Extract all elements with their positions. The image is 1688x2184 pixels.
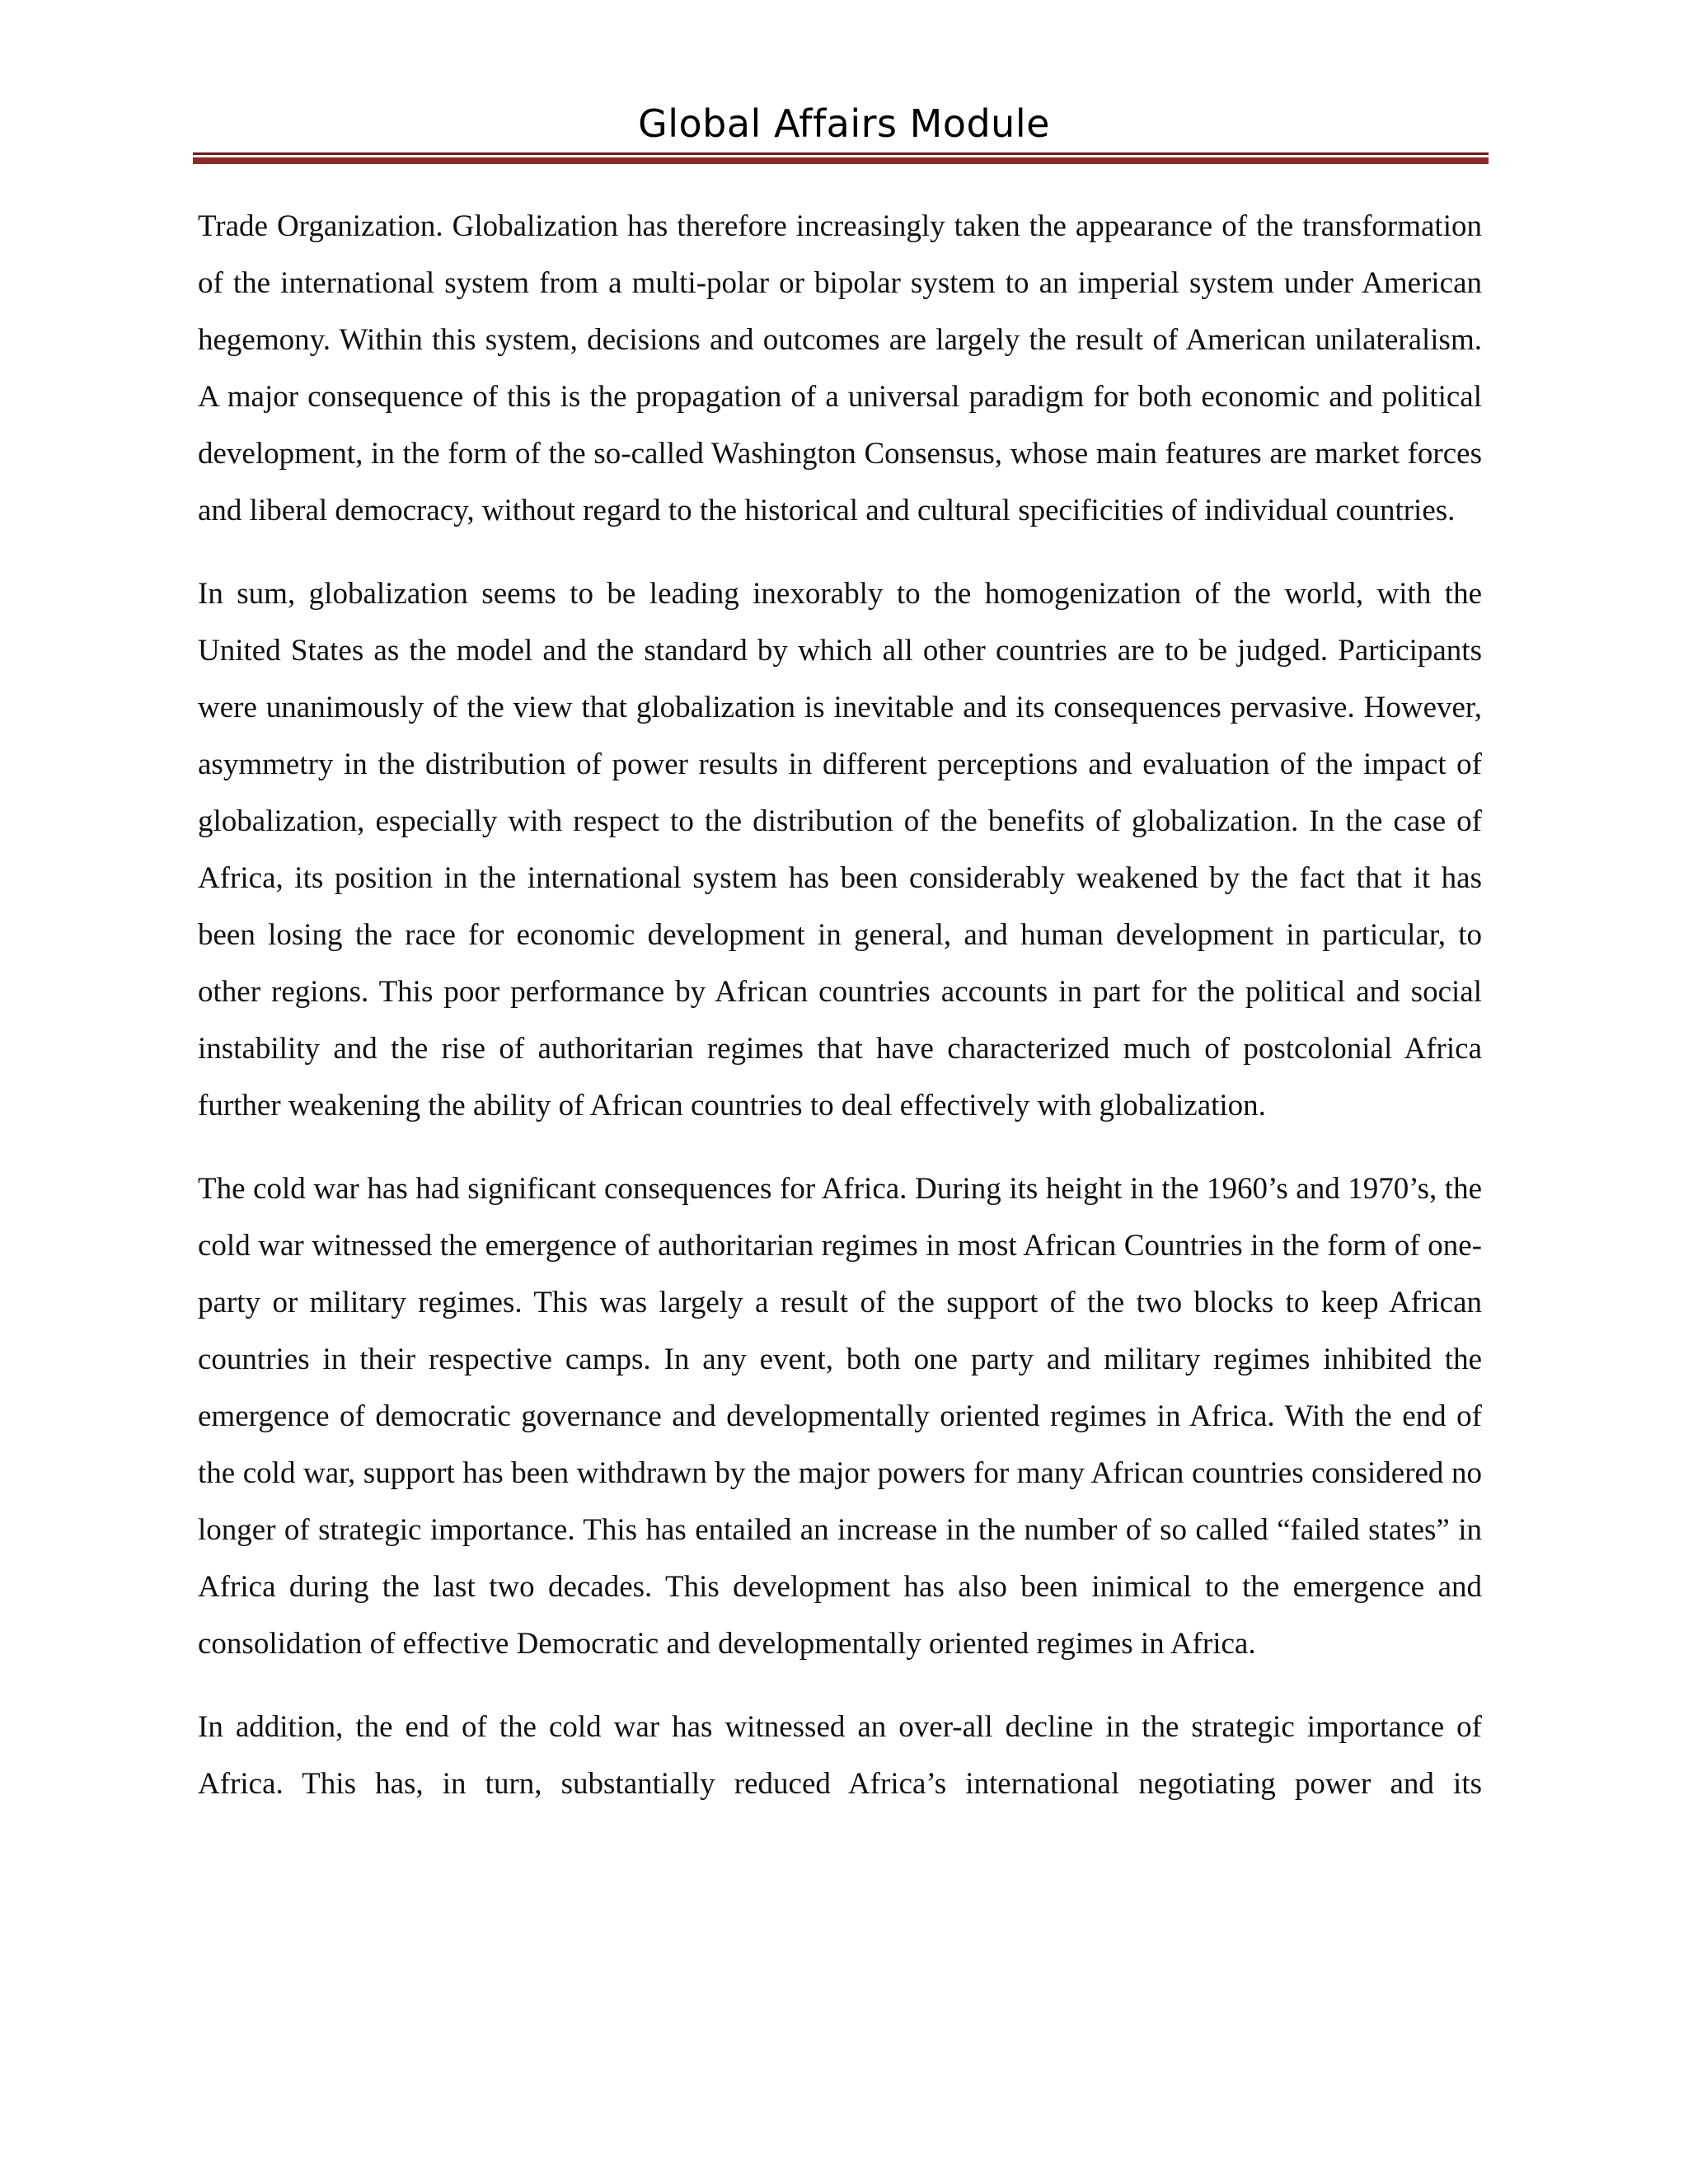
body-text — [198, 198, 1482, 1839]
paragraph-4: In addition, the end of the cold war has witnessed an over-all decline in the strategic importance of Africa. This has, in turn, substantially reduced Africa’s international negotiating power and its — [198, 1710, 1482, 1801]
paragraph-3: The cold war has had significant consequences for Africa. During its height in the 1960’s and 1970’s, the cold war witnessed the emergence of authoritarian regimes in most African Countries in the form of one-party or military regimes. This was largely a result of the support of the two blocks to keep African countries in their respective camps. In any event, both one party and military regimes inhibited the emergence of democratic governance and developmentally oriented regimes in Africa. With the end of the cold war, support has been withdrawn by the major powers for many African countries considered no longer of strategic importance. This has entailed an increase in the number of so called “failed states” in Africa during the last two decades. This development has also been inimical to the emergence and consolidation of effective Democratic and developmentally oriented regimes in Africa. — [198, 1172, 1482, 1661]
page-header-title: Global Affairs Module — [638, 101, 1050, 146]
header-rule-thick — [193, 157, 1489, 164]
header-rule-thin — [193, 152, 1489, 155]
paragraph-2: In sum, globalization seems to be leading inexorably to the homogenization of the world, with the United States as the model and the standard by which all other countries are to be judged. Participants were unanimously of the view that globalization is inevitable and its consequences pervasive. However, asymmetry in the distribution of power results in different perceptions and evaluation of the impact of globalization, especially with respect to the distribution of the benefits of globalization. In the case of Africa, its position in the international system has been considerably weakened by the fact that it has been losing the race for economic development in general, and human development in particular, to other regions. This poor performance by African countries accounts in part for the political and social instability and the rise of authoritarian regimes that have characterized much of postcolonial Africa further weakening the ability of African countries to deal effectively with globalization. — [198, 577, 1482, 1122]
paragraph-1: Trade Organization. Globalization has therefore increasingly taken the appearance of the transformation of the international system from a multi-polar or bipolar system to an imperial system under American hegemony. Within this system, decisions and outcomes are largely the result of American unilateralism. A major consequence of this is the propagation of a universal paradigm for both economic and political development, in the form of the so-called Washington Consensus, whose main features are market forces and liberal democracy, without regard to the historical and cultural specificities of individual countries. — [198, 209, 1482, 527]
